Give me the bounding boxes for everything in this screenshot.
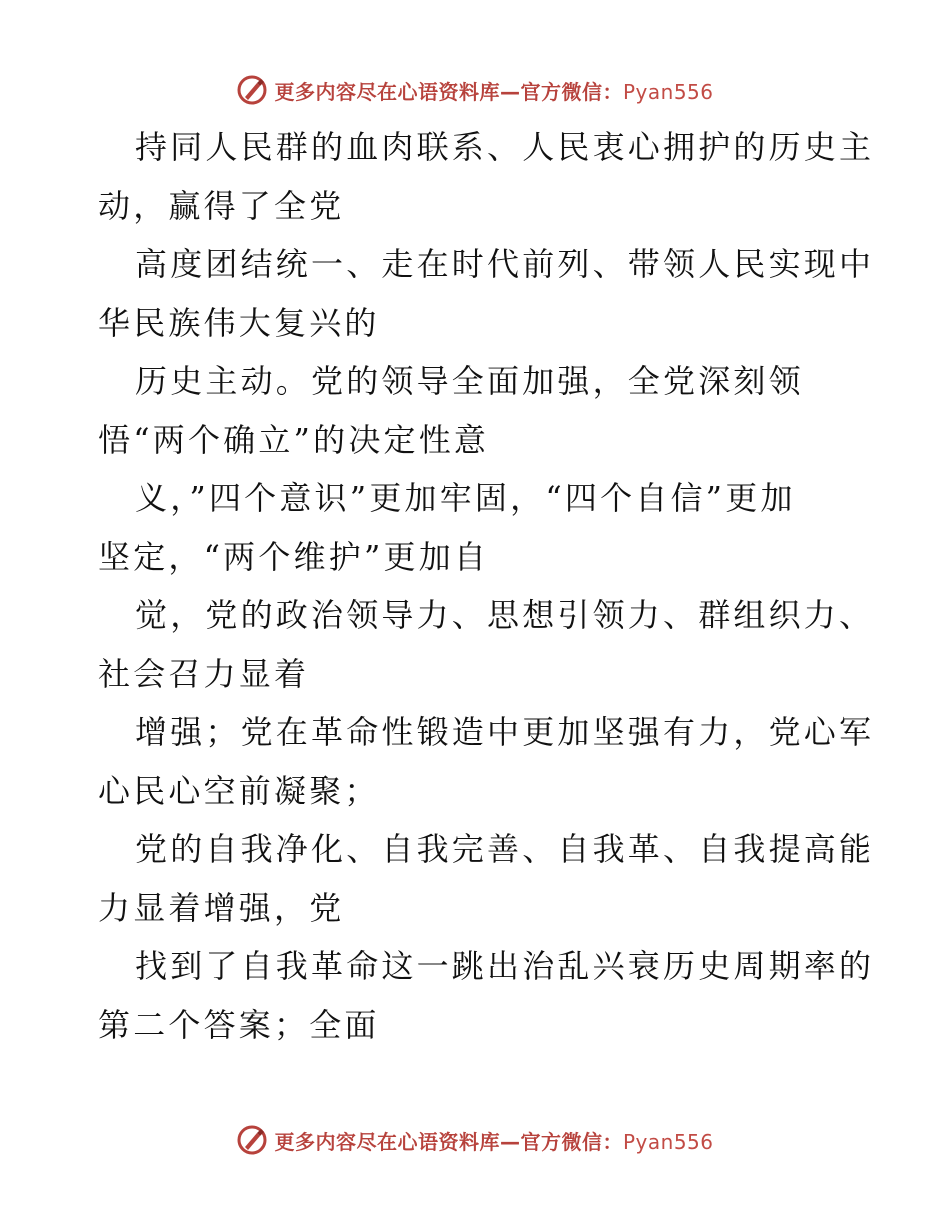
header-banner bbox=[0, 70, 950, 110]
text-line: 增强；党在革命性锻造中更加坚强有力，党心军 bbox=[135, 713, 875, 751]
wechat-id: Pyan556 bbox=[622, 1129, 714, 1154]
footer-banner bbox=[0, 1120, 950, 1160]
text-line: 高度团结统一、走在时代前列、带领人民实现中 bbox=[135, 245, 875, 283]
text-line: 动，赢得了全党 bbox=[98, 186, 345, 225]
banner-text: 更多内容尽在心语资料库—官方微信：Pyan556 bbox=[274, 1129, 714, 1154]
text-line: 心民心空前凝聚； bbox=[98, 771, 380, 810]
pen-circle-logo-icon bbox=[236, 1124, 268, 1156]
text-line: 觉，党的政治领导力、思想引领力、群组织力、 bbox=[135, 596, 875, 634]
text-line: 找到了自我革命这一跳出治乱兴衰历史周期率的 bbox=[135, 947, 875, 985]
text-line: 社会召力显着 bbox=[98, 654, 310, 693]
text-line: 华民族伟大复兴的 bbox=[98, 303, 380, 342]
text-line: 力显着增强，党 bbox=[98, 888, 345, 927]
text-line: 历史主动。党的领导全面加强，全党深刻领 bbox=[135, 362, 804, 400]
banner-text: 更多内容尽在心语资料库—官方微信：Pyan556 bbox=[274, 79, 714, 104]
text-line: 坚定，“两个维护”更加自 bbox=[98, 537, 490, 576]
wechat-id: Pyan556 bbox=[622, 79, 714, 104]
text-line: 义，”四个意识”更加牢固，“四个自信”更加 bbox=[135, 479, 796, 517]
text-line: 悟“两个确立”的决定性意 bbox=[98, 420, 490, 459]
text-line: 第二个答案；全面 bbox=[98, 1005, 380, 1044]
text-line: 持同人民群的血肉联系、人民衷心拥护的历史主 bbox=[135, 128, 875, 166]
document-body bbox=[98, 118, 875, 1054]
pen-circle-logo-icon bbox=[236, 74, 268, 106]
text-line: 党的自我净化、自我完善、自我革、自我提高能 bbox=[135, 830, 875, 868]
